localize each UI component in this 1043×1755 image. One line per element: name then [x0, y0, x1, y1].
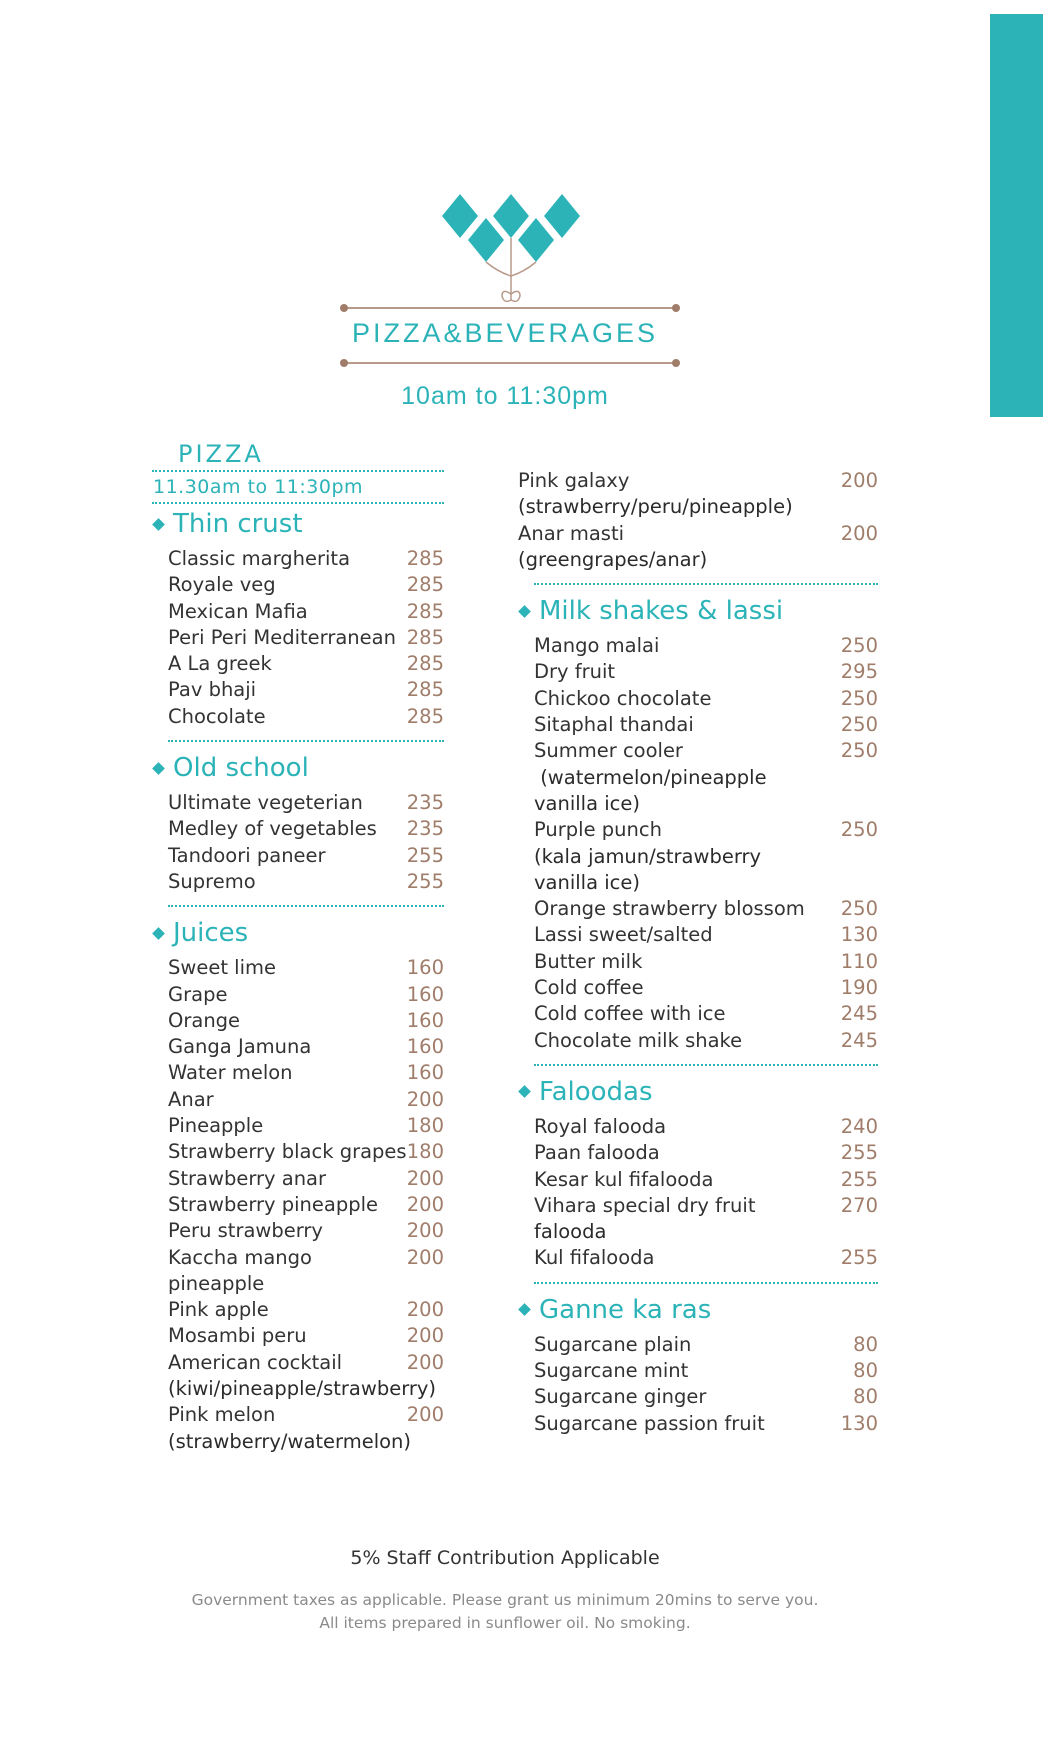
item-price: 80 — [853, 1332, 878, 1356]
item-price: 255 — [840, 1141, 878, 1165]
item-name: Supremo — [168, 869, 256, 893]
item-price: 250 — [840, 818, 878, 842]
item-name: Anar masti — [518, 521, 625, 545]
item-name: Purple punch — [534, 818, 662, 842]
item-price: 160 — [406, 1061, 444, 1085]
item-price: 160 — [406, 956, 444, 980]
menu-item — [168, 1034, 444, 1060]
ornament-top — [340, 302, 680, 314]
item-description: vanilla ice) — [534, 870, 640, 894]
menu-item — [534, 1001, 878, 1027]
menu-item — [534, 1114, 878, 1140]
menu-item — [168, 1297, 444, 1323]
section-heading — [152, 506, 444, 542]
item-name: Mango malai — [534, 634, 660, 658]
item-list — [168, 955, 444, 1455]
staff-contribution-note: 5% Staff Contribution Applicable — [350, 1547, 660, 1569]
menu-item — [534, 659, 878, 685]
item-price: 160 — [406, 1035, 444, 1059]
item-price: 250 — [840, 897, 878, 921]
item-list — [534, 633, 878, 1054]
divider — [152, 502, 444, 504]
item-name: Water melon — [168, 1061, 293, 1085]
menu-item — [168, 1113, 444, 1139]
footer-line: Government taxes as applicable. Please grant us minimum 20mins to serve you. — [191, 1591, 819, 1609]
item-name: Chocolate — [168, 704, 266, 728]
item-price: 200 — [406, 1350, 444, 1374]
item-price: 255 — [840, 1246, 878, 1270]
item-description: (watermelon/pineapple — [534, 765, 767, 789]
item-name: Sweet lime — [168, 956, 276, 980]
menu-item — [534, 1384, 878, 1410]
item-name: Orange strawberry blossom — [534, 897, 805, 921]
section-title: Faloodas — [539, 1076, 653, 1107]
menu-item — [168, 1008, 444, 1034]
menu-item — [168, 1218, 444, 1244]
menu-item — [534, 922, 878, 948]
item-price: 255 — [840, 1167, 878, 1191]
item-price: 295 — [840, 660, 878, 684]
item-name: Kul fifalooda — [534, 1246, 655, 1270]
item-name: Vihara special dry fruit — [534, 1193, 756, 1217]
item-price: 270 — [840, 1193, 878, 1217]
menu-item — [168, 1166, 444, 1192]
section-heading — [518, 593, 878, 629]
diamond-icon — [152, 927, 165, 940]
item-description: (kala jamun/strawberry — [534, 844, 762, 868]
menu-item — [168, 843, 444, 869]
item-name: Mexican Mafia — [168, 599, 308, 623]
menu-item — [168, 982, 444, 1008]
item-name: A La greek — [168, 652, 272, 676]
item-name: Royale veg — [168, 573, 276, 597]
item-price: 250 — [840, 686, 878, 710]
menu-item — [534, 1167, 878, 1193]
menu-item — [168, 1192, 444, 1218]
menu-item — [168, 625, 444, 651]
item-list — [534, 1114, 878, 1272]
item-price: 200 — [406, 1298, 444, 1322]
item-price: 200 — [406, 1192, 444, 1216]
menu-section — [518, 1282, 878, 1437]
section-title: Juices — [173, 918, 249, 949]
section-title: Milk shakes & lassi — [539, 596, 784, 627]
item-price: 110 — [840, 949, 878, 973]
item-price: 180 — [406, 1140, 444, 1164]
item-description: (kiwi/pineapple/strawberry) — [168, 1377, 437, 1401]
section-divider — [168, 905, 444, 907]
side-tab — [990, 14, 1043, 417]
right-column — [518, 468, 878, 1437]
item-list — [168, 790, 444, 895]
menu-item — [518, 521, 878, 547]
item-price: 245 — [840, 1002, 878, 1026]
diamond-icon — [518, 1086, 531, 1099]
menu-item — [168, 1060, 444, 1086]
menu-section — [518, 583, 878, 1054]
item-name: Pink melon — [168, 1403, 276, 1427]
item-name: Royal falooda — [534, 1114, 667, 1138]
section-title: Ganne ka ras — [539, 1294, 712, 1325]
left-column — [152, 440, 444, 1455]
item-name: Lassi sweet/salted — [534, 923, 713, 947]
menu-item — [168, 1323, 444, 1349]
menu-item — [534, 1358, 878, 1384]
menu-item — [534, 738, 878, 764]
menu-item — [534, 712, 878, 738]
item-description: (strawberry/peru/pineapple) — [518, 495, 793, 519]
menu-item — [534, 1332, 878, 1358]
menu-item — [168, 546, 444, 572]
item-price: 235 — [406, 791, 444, 815]
item-price: 285 — [406, 547, 444, 570]
item-price: 245 — [840, 1028, 878, 1052]
item-name: Cold coffee — [534, 976, 644, 1000]
item-price: 200 — [840, 521, 878, 545]
menu-item — [534, 1140, 878, 1166]
item-price: 130 — [840, 923, 878, 947]
item-price: 200 — [406, 1219, 444, 1243]
menu-item — [534, 1028, 878, 1054]
item-name: Chickoo chocolate — [534, 686, 712, 710]
section-divider — [534, 1282, 878, 1284]
menu-section — [518, 1064, 878, 1272]
item-price: 200 — [406, 1245, 444, 1269]
menu-item — [534, 1193, 878, 1219]
item-price: 80 — [853, 1359, 878, 1383]
item-name: Pink galaxy — [518, 469, 630, 492]
pizza-hours: 11.30am to 11:30pm — [153, 476, 364, 498]
item-price: 240 — [840, 1114, 878, 1138]
menu-item — [168, 599, 444, 625]
item-name: Sitaphal thandai — [534, 713, 694, 737]
item-name: Grape — [168, 982, 228, 1006]
item-price: 190 — [840, 976, 878, 1000]
menu-item — [168, 1087, 444, 1113]
item-price: 250 — [840, 713, 878, 737]
item-name: Paan falooda — [534, 1141, 660, 1165]
menu-item — [518, 468, 878, 494]
item-name: Sugarcane ginger — [534, 1385, 707, 1409]
item-price: 200 — [406, 1403, 444, 1427]
item-name: Kesar kul fifalooda — [534, 1167, 714, 1191]
item-name: Orange — [168, 1008, 241, 1032]
item-price: 130 — [840, 1411, 878, 1435]
menu-item — [534, 896, 878, 922]
item-name: Pineapple — [168, 1114, 264, 1138]
item-price: 200 — [406, 1087, 444, 1111]
menu-item — [168, 651, 444, 677]
item-name: Anar — [168, 1087, 214, 1111]
item-description: vanilla ice) — [534, 791, 640, 815]
item-price: 285 — [406, 599, 444, 623]
footer-line: All items prepared in sunflower oil. No smoking. — [319, 1614, 691, 1632]
item-price: 285 — [406, 678, 444, 702]
item-price: 285 — [406, 573, 444, 597]
item-price: 285 — [406, 652, 444, 676]
menu-item — [168, 1402, 444, 1428]
item-name: Cold coffee with ice — [534, 1002, 726, 1026]
item-name: Strawberry black grapes — [168, 1140, 407, 1164]
section-heading — [518, 1292, 878, 1328]
opening-hours: 10am to 11:30pm — [401, 382, 609, 410]
item-name: Strawberry pineapple — [168, 1192, 379, 1216]
pizza-heading: PIZZA — [178, 440, 264, 468]
item-price: 160 — [406, 982, 444, 1006]
logo-icon — [438, 192, 584, 310]
menu-item — [534, 1245, 878, 1271]
menu-item — [534, 633, 878, 659]
item-price: 285 — [406, 704, 444, 728]
item-price: 200 — [406, 1166, 444, 1190]
item-list — [534, 1332, 878, 1437]
section-divider — [168, 740, 444, 742]
diamond-icon — [518, 1303, 531, 1316]
ornament-bottom — [340, 357, 680, 369]
item-price: 250 — [840, 634, 878, 658]
section-divider — [534, 583, 878, 585]
item-name: Sugarcane mint — [534, 1359, 689, 1383]
menu-item — [168, 790, 444, 816]
section-heading — [152, 750, 444, 786]
item-name: Pav bhaji — [168, 678, 257, 702]
item-name: Sugarcane plain — [534, 1332, 692, 1356]
item-name: Peri Peri Mediterranean — [168, 625, 396, 649]
footer-notes — [0, 1589, 1010, 1635]
section-divider — [534, 1064, 878, 1066]
menu-item — [168, 1350, 444, 1376]
menu-section — [152, 740, 444, 895]
menu-section — [152, 506, 444, 730]
menu-item — [534, 1411, 878, 1437]
item-name: Butter milk — [534, 949, 643, 973]
menu-item — [168, 677, 444, 703]
item-price: 285 — [406, 625, 444, 649]
menu-item — [534, 817, 878, 843]
item-name: Sugarcane passion fruit — [534, 1411, 765, 1435]
diamond-icon — [152, 518, 165, 531]
item-name: Chocolate milk shake — [534, 1028, 743, 1052]
item-name: Ultimate vegeterian — [168, 791, 363, 815]
item-price: 200 — [840, 469, 878, 492]
section-title: Thin crust — [173, 509, 303, 539]
item-price: 235 — [406, 817, 444, 841]
menu-item — [168, 955, 444, 981]
menu-item — [534, 949, 878, 975]
item-name: Medley of vegetables — [168, 817, 377, 841]
menu-item — [168, 704, 444, 730]
item-description: falooda — [534, 1220, 607, 1244]
section-title: Old school — [173, 753, 309, 784]
section-heading — [152, 915, 444, 951]
menu-item — [168, 572, 444, 598]
item-price: 255 — [406, 843, 444, 867]
item-name: Summer cooler — [534, 739, 683, 763]
item-name: Ganga Jamuna — [168, 1035, 312, 1059]
item-name: Tandoori paneer — [168, 843, 326, 867]
item-price: 180 — [406, 1114, 444, 1138]
menu-item — [168, 1245, 444, 1298]
item-price: 200 — [406, 1324, 444, 1348]
item-price: 80 — [853, 1385, 878, 1409]
menu-item — [534, 686, 878, 712]
item-name: Pink apple — [168, 1298, 269, 1322]
item-name: Classic margherita — [168, 547, 351, 570]
item-name: American cocktail — [168, 1350, 343, 1374]
item-name: Mosambi peru — [168, 1324, 307, 1348]
diamond-icon — [152, 762, 165, 775]
item-price: 250 — [840, 739, 878, 763]
item-price: 160 — [406, 1008, 444, 1032]
menu-section — [152, 905, 444, 1455]
item-name: Strawberry anar — [168, 1166, 327, 1190]
menu-item — [168, 869, 444, 895]
diamond-icon — [518, 605, 531, 618]
item-price: 255 — [406, 869, 444, 893]
menu-item — [534, 975, 878, 1001]
item-description: (strawberry/watermelon) — [168, 1429, 412, 1453]
item-name: Kaccha mango pineapple — [168, 1245, 312, 1295]
item-list — [168, 546, 444, 730]
menu-item — [168, 816, 444, 842]
item-name: Peru strawberry — [168, 1219, 323, 1243]
item-name: Dry fruit — [534, 660, 616, 684]
menu-title: PIZZA&BEVERAGES — [351, 318, 659, 348]
item-description: (greengrapes/anar) — [518, 547, 708, 571]
menu-item — [168, 1139, 444, 1165]
section-heading — [518, 1074, 878, 1110]
